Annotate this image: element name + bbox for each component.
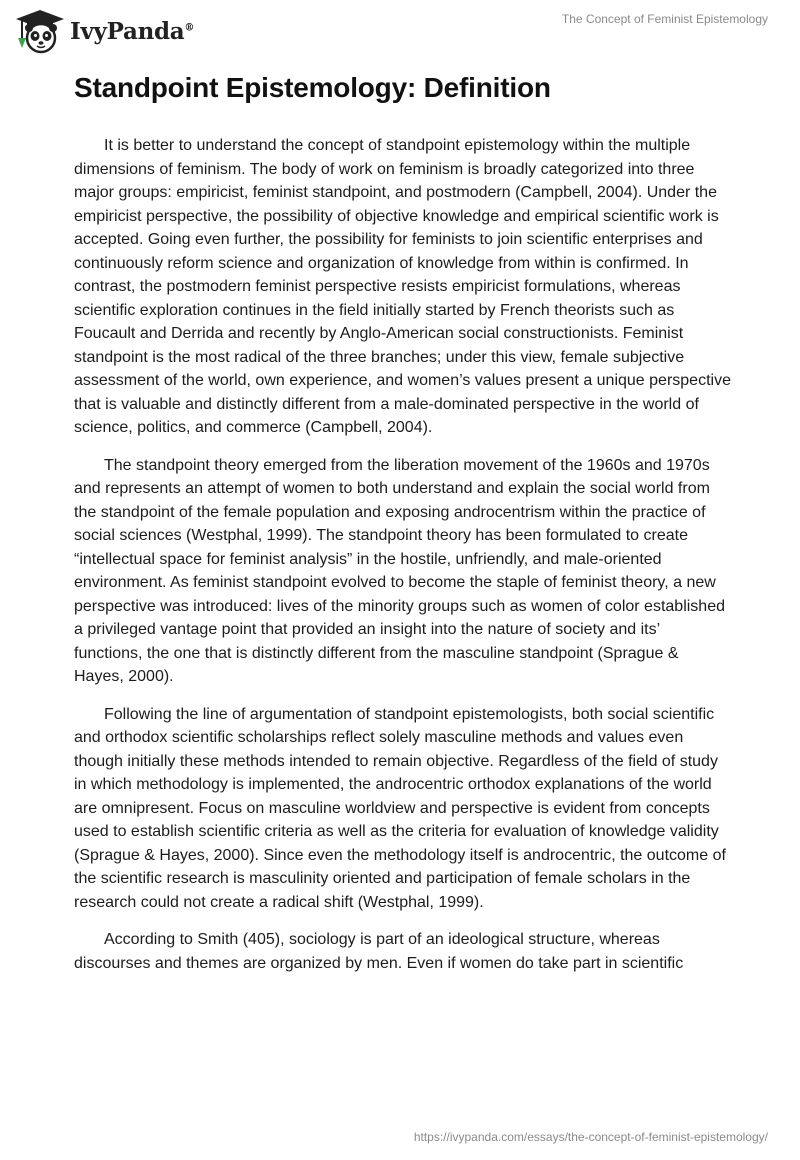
paragraph: According to Smith (405), sociology is part of an ideological structure, whereas discourses and themes are organized by men. Even if women do take part in scientific bbox=[74, 931, 684, 972]
page-header bbox=[0, 0, 800, 70]
document-title: The Concept of Feminist Epistemology bbox=[561, 12, 768, 26]
ivypanda-logo[interactable] bbox=[14, 8, 194, 54]
paragraph: Following the line of argumentation of standpoint epistemologists, both social scientific and orthodox scientific scholarships reflect solely masculine methods and values even though initially these methods intended to remain objective. Regardless of the field of study in which methodology is implemented, the androcentric orthodox explanations of the world are omnipresent. Focus on masculine worldview and perspective is evident from concepts used to establish scientific criteria as well as the criteria for evaluation of knowledge validity (Sprague & Hayes, 2000). Since even the methodology itself is androcentric, the outcome of the scientific research is masculinity oriented and participation of female scholars in the research could not create a radical shift (Westphal, 1999). bbox=[74, 705, 726, 911]
article-body bbox=[74, 134, 732, 989]
panda-graduate-icon bbox=[14, 8, 66, 54]
brand-wordmark: IvyPanda bbox=[70, 17, 185, 45]
registered-mark: ® bbox=[184, 21, 195, 33]
brand-name bbox=[70, 18, 194, 45]
source-url[interactable]: https://ivypanda.com/essays/the-concept-of-feminist-epistemology/ bbox=[413, 1130, 768, 1144]
paragraph: It is better to understand the concept of standpoint epistemology within the multiple dimensions of feminism. The body of work on feminism is broadly categorized into three major groups: empiricist, feminist standpoint, and postmodern (Campbell, 2004). Under the empiricist perspective, the possibility of objective knowledge and empirical scientific work is accepted. Going even further, the possibility for feminists to join scientific enterprises and continuously reform science and organization of knowledge from within is confirmed. In contrast, the postmodern feminist perspective resists empiricist formulations, whereas scientific exploration continues in the field initially started by French theorists such as Foucault and Derrida and recently by Anglo-American social constructionists. Feminist standpoint is the most radical of the three branches; under this view, female subjective assessment of the world, own experience, and women’s values present a unique perspective that is valuable and distinctly different from a male-dominated perspective in the world of science, politics, and commerce (Campbell, 2004). bbox=[74, 137, 731, 436]
section-heading: Standpoint Epistemology: Definition bbox=[74, 72, 551, 103]
paragraph: The standpoint theory emerged from the liberation movement of the 1960s and 1970s and represents an attempt of women to both understand and explain the social world from the standpoint of the female population and exposing androcentrism within the practice of social sciences (Westphal, 1999). The standpoint theory has been formulated to create “intellectual space for feminist analysis” in the hostile, unfriendly, and male-oriented environment. As feminist standpoint evolved to become the staple of feminist theory, a new perspective was introduced: lives of the minority groups such as women of color established a privileged vantage point that provided an insight into the nature of society and its’ functions, the one that is distinctly different from the masculine standpoint (Sprague & Hayes, 2000). bbox=[74, 456, 725, 685]
